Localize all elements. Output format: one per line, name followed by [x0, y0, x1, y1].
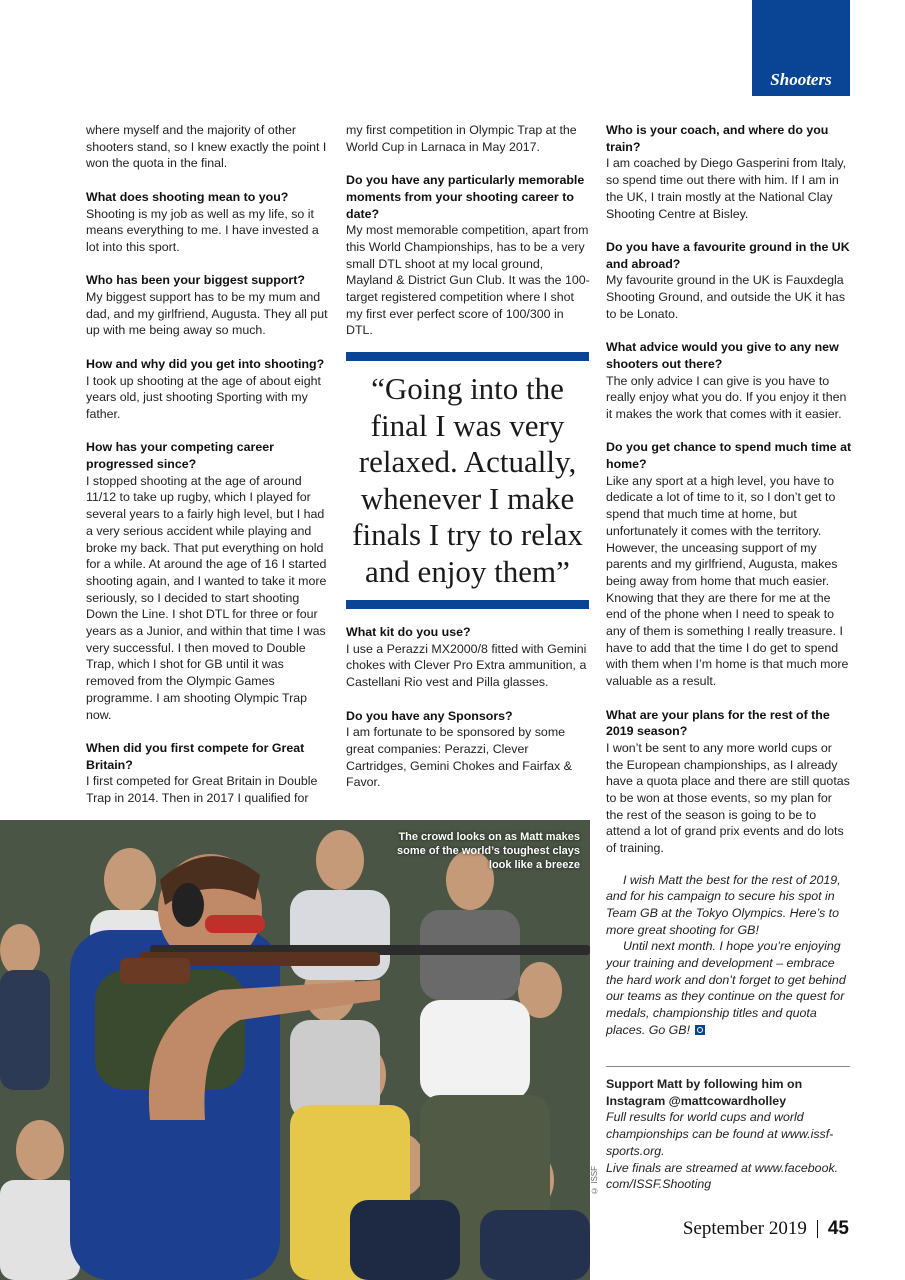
column-1 [86, 122, 330, 823]
question-heading: Do you have any particularly memorable moments from your shooting career to date? [346, 173, 585, 221]
closing-para-1: I wish Matt the best for the rest of 2019, and for his campaign to secure his spot in Team GB at the Tokyo Olympics. Here’s to more great shooting for GB! [606, 872, 841, 937]
answer-paragraph: Shooting is my job as well as my life, so it means everything to me. I have invested a lot into this sport. [86, 206, 319, 254]
column-3-qa [606, 122, 852, 857]
section-tab-label: Shooters [770, 70, 832, 89]
answer-paragraph: I won’t be sent to any more world cups or the European championships, as I already have a quota place and there are still quotas to be won at those events, so my plan for the rest of the season is going to be to attend a lot of grand prix events and do lots of training. [606, 740, 850, 856]
question-heading: Do you have a favourite ground in the UK and abroad? [606, 239, 850, 271]
answer-paragraph: Like any sport at a high level, you have to dedicate a lot of time to it, so I don’t get to spend that much time at home, but unfortunately it comes with the territory. However, the unceasing support of my parents and my girlfriend, Augusta, makes being away from home that much easier. Knowing that they are there for me at the end of the phone when I need to speak to any of them is something I really treasure. I have to add that the time I do get to spend with them when I’m home is that much more valuable as a result. [606, 473, 849, 689]
end-mark-icon [695, 1025, 705, 1035]
support-box [606, 1076, 852, 1193]
photo-illustration [0, 820, 590, 1280]
section-tab [752, 0, 850, 96]
question-heading: When did you first compete for Great Britain? [86, 740, 305, 772]
answer-paragraph: The only advice I can give is you have to really enjoy what you do. If you enjoy it then it makes the work that comes with it easier. [606, 373, 847, 421]
question-heading: Who has been your biggest support? [86, 273, 305, 288]
divider [606, 1066, 850, 1067]
question-heading: What kit do you use? [346, 625, 471, 639]
question-heading: How has your competing career progressed since? [86, 440, 274, 471]
photo-caption: The crowd looks on as Matt makes some of the world’s toughest clays look like a breeze [397, 831, 580, 871]
support-heading: Support Matt by following him on Instagram @mattcowardholley [606, 1077, 803, 1108]
question-heading: What does shooting mean to you? [86, 189, 289, 204]
answer-paragraph: where myself and the majority of other shooters stand, so I knew exactly the point I won the quota in the final. [86, 123, 327, 171]
answer-paragraph: I first competed for Great Britain in Double Trap in 2014. Then in 2017 I qualified for [86, 774, 318, 806]
closing-para-2 [606, 938, 852, 1038]
photo-credit: © ISSF [590, 1165, 599, 1195]
answer-paragraph: my first competition in Olympic Trap at the World Cup in Larnaca in May 2017. [346, 123, 577, 154]
column-2-top [346, 122, 592, 356]
question-heading: What are your plans for the rest of the 2019 season? [606, 707, 830, 739]
answer-paragraph: My biggest support has to be my mum and dad, and my girlfriend, Augusta. They all put up with me being away so much. [86, 290, 328, 338]
closing-note [606, 872, 852, 1039]
answer-paragraph: I am fortunate to be sponsored by some great companies: Perazzi, Clever Cartridges, Gemini Chokes and Fairfax & Favor. [346, 725, 572, 790]
pull-quote-text: “Going into the final I was very relaxed. Actually, whenever I make finals I try to relax and enjoy them” [352, 371, 583, 589]
answer-paragraph: My favourite ground in the UK is Fauxdegla Shooting Ground, and outside the UK it has to be Lonato. [606, 273, 846, 321]
page-number: 45 [827, 1218, 849, 1239]
footer-separator [817, 1220, 818, 1238]
question-heading: Who is your coach, and where do you train? [606, 123, 829, 154]
question-heading: How and why did you get into shooting? [86, 356, 325, 371]
page-footer [683, 1218, 849, 1240]
shooter-photo [0, 820, 590, 1280]
column-2-bottom [346, 624, 592, 808]
issue-date: September 2019 [682, 1218, 807, 1239]
answer-paragraph: I took up shooting at the age of about eight years old, just shooting Sporting with my father. [86, 373, 321, 421]
question-heading: Do you have any Sponsors? [346, 708, 513, 723]
streams-note: Live finals are streamed at www.facebook. com/ISSF.Shooting [606, 1160, 839, 1192]
closing-para-2-text: Until next month. I hope you’re enjoying your training and development – embrace the hard work and don’t forget to get behind our teams as they continue on the quest for medals, championship titles and quota places. Go GB! [606, 939, 846, 1037]
question-heading: What advice would you give to any new shooters out there? [606, 340, 839, 371]
column-3 [606, 122, 852, 1039]
answer-paragraph: My most memorable competition, apart from this World Championships, has to be a very small DTL shoot at my local ground, Mayland & District Gun Club. It was the 100-target registered competition where I shot my first ever perfect score of 100/300 in DTL. [346, 223, 590, 338]
question-heading: Do you get chance to spend much time at home? [606, 440, 852, 472]
answer-paragraph: I use a Perazzi MX2000/8 fitted with Gemini chokes with Clever Pro Extra ammunition, a Castellani Rio vest and Pilla glasses. [346, 641, 587, 690]
results-note: Full results for world cups and world championships can be found at www.issf-sports.org. [606, 1110, 834, 1158]
answer-paragraph: I am coached by Diego Gasperini from Italy, so spend time out there with him. If I am in the UK, I train mostly at the National Clay Shooting Centre at Bisley. [606, 156, 847, 221]
answer-paragraph: I stopped shooting at the age of around 11/12 to take up rugby, which I played for several years to a fairly high level, but I had a very serious accident while playing and broke my back. That put everything on hold for a while. At around the age of 16 I started shooting again, and I wanted to take it more seriously, so I decided to start shooting Down the Line. I shot DTL for three or four years as a Junior, and within that time I was very successful. I then moved to Double Trap, which I shot for GB until it was removed from the Olympic Games programme. I am shooting Olympic Trap now. [86, 473, 327, 722]
pull-quote [346, 352, 589, 609]
